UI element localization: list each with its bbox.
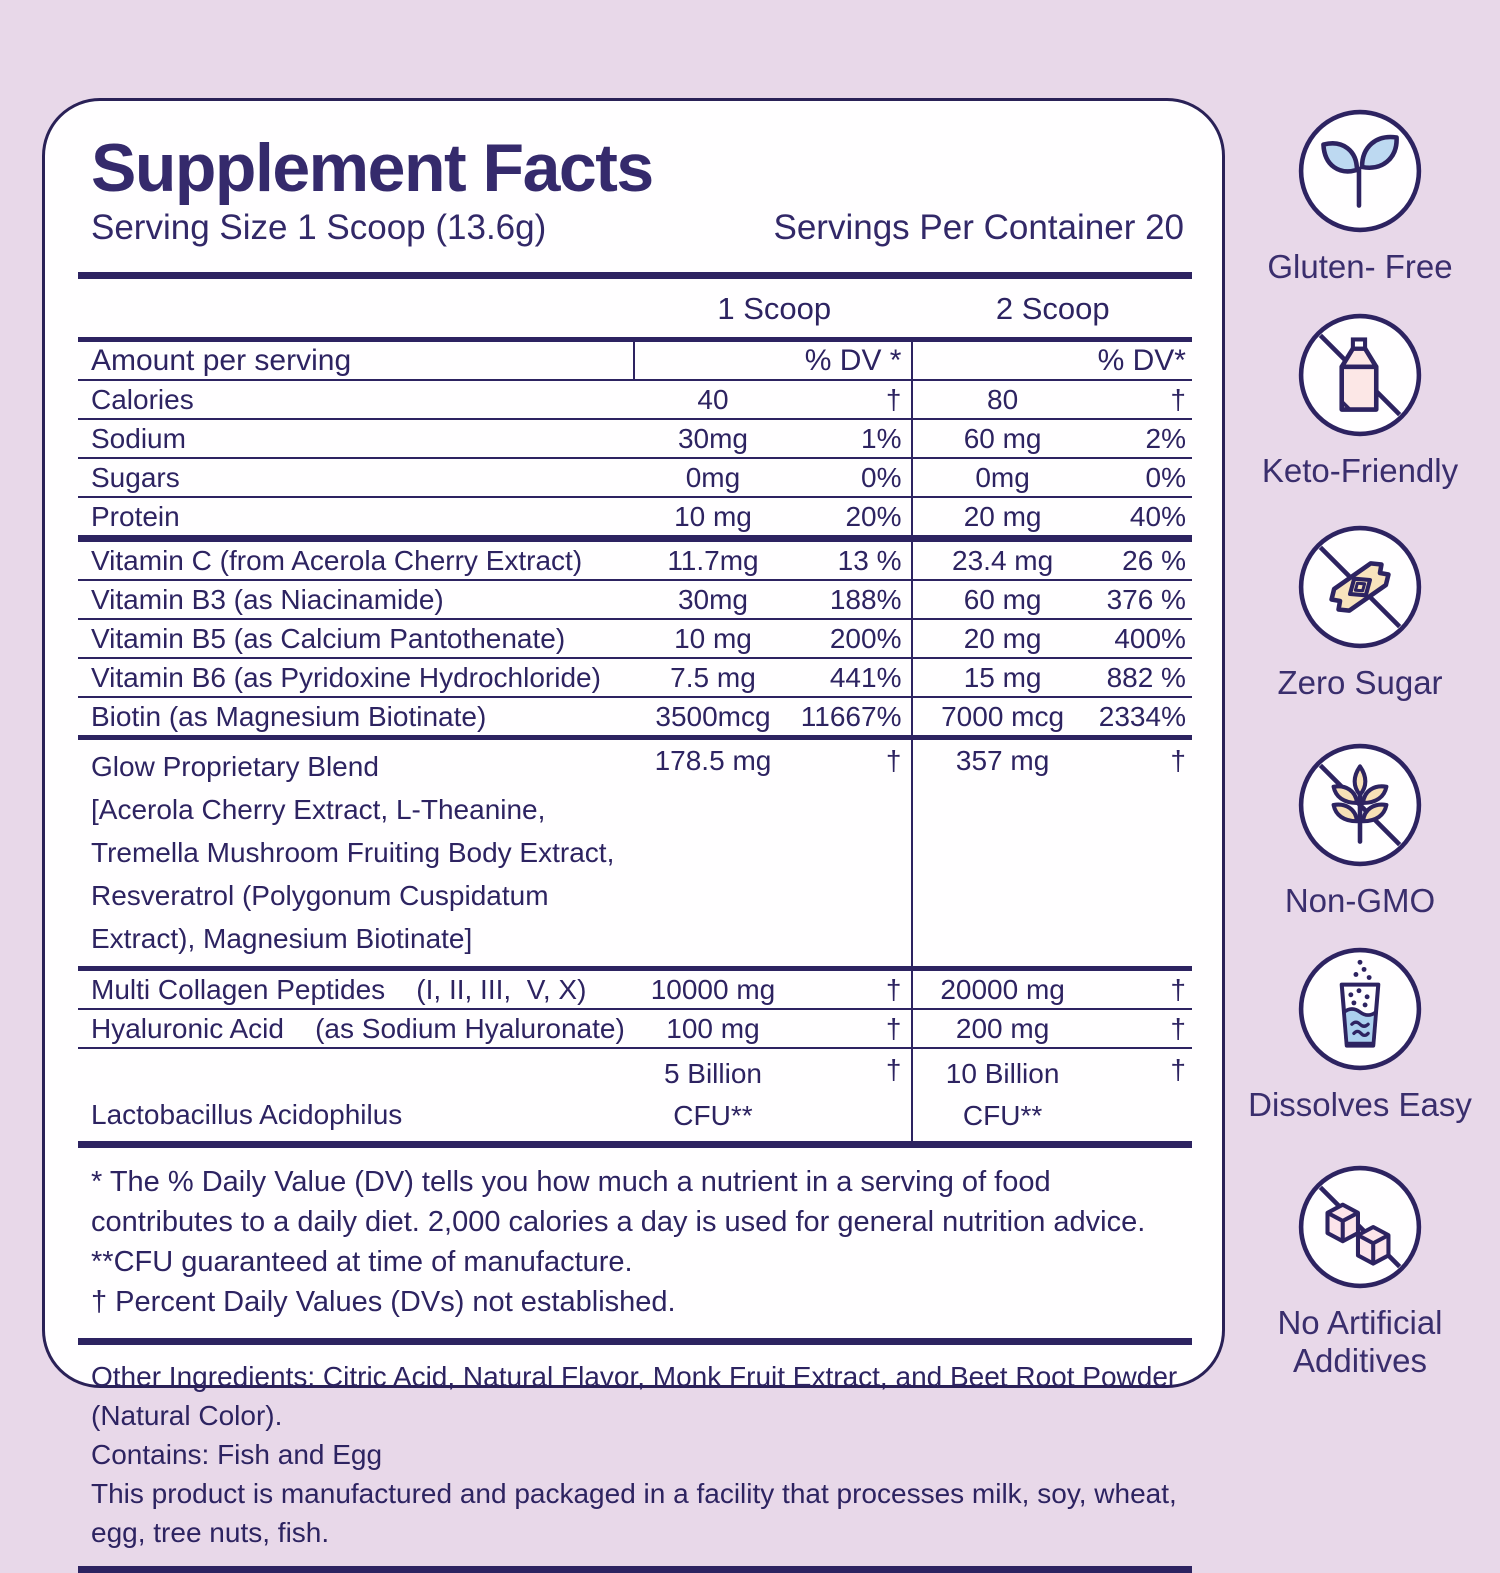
- nutrient-name: Lactobacillus Acidophilus: [91, 1099, 403, 1131]
- badge-gluten-free: [1238, 106, 1482, 286]
- badge-non-gmo: [1238, 740, 1482, 920]
- compound-rows-group: [78, 971, 1192, 1148]
- dv-2scoop: †: [1170, 745, 1186, 777]
- table-row: [78, 971, 1192, 1010]
- amount-2scoop: 20000 mg: [940, 973, 1065, 1005]
- blend-ingredient-line: [Acerola Cherry Extract, L-Theanine,: [91, 794, 546, 826]
- amount-2scoop: [913, 1049, 1091, 1141]
- amount-2scoop: 20 mg: [963, 622, 1042, 654]
- dv-1scoop: 200%: [791, 620, 914, 657]
- amount-line: 10 Billion: [945, 1058, 1060, 1090]
- badge-no-artificial-additives: [1238, 1162, 1482, 1380]
- blend-ingredient-line: Resveratrol (Polygonum Cuspidatum: [91, 880, 549, 912]
- amount-1scoop: 30mg: [677, 583, 748, 615]
- macro-rows-group: [78, 381, 1192, 542]
- serving-size: Serving Size 1 Scoop (13.6g): [91, 208, 547, 248]
- dv-1scoop: 11667%: [791, 698, 914, 735]
- amount-2scoop: 23.4 mg: [952, 544, 1054, 576]
- table-row: [78, 420, 1192, 459]
- amount-1scoop: 10 mg: [674, 500, 752, 532]
- amount-2scoop: 20 mg: [963, 500, 1042, 532]
- amount-2scoop: 80: [987, 383, 1019, 415]
- proprietary-blend-row: [78, 740, 1192, 971]
- blend-name: Glow Proprietary Blend: [91, 751, 379, 783]
- badge-label: No Artificial Additives: [1277, 1304, 1443, 1379]
- nutrient-name: Vitamin B6 (as Pyridoxine Hydrochloride): [91, 661, 601, 693]
- col-header-2scoop: 2 Scoop: [995, 291, 1110, 327]
- nutrient-name: Multi Collagen Peptides (I, II, III, V, X): [91, 973, 587, 1005]
- nutrient-name: Vitamin C (from Acerola Cherry Extract): [91, 544, 583, 576]
- dv-1scoop: 441%: [791, 659, 914, 696]
- dv-2scoop: 26 %: [1122, 544, 1186, 576]
- table-row: [78, 620, 1192, 659]
- dv-1scoop: 13 %: [791, 542, 914, 579]
- amount-per-serving-label: Amount per serving: [78, 342, 635, 379]
- dv-2scoop: 400%: [1114, 622, 1186, 654]
- amount-line: CFU**: [962, 1100, 1043, 1132]
- amount-2scoop: 60 mg: [963, 583, 1042, 615]
- dv-2scoop: †: [1170, 1012, 1186, 1044]
- nutrient-name: Protein: [91, 500, 180, 532]
- amount-line: CFU**: [673, 1100, 753, 1132]
- facility-warning-line: This product is manufactured and packaged in a facility that processes milk, soy, wheat, egg, tree nuts, fish.: [91, 1478, 1177, 1549]
- allergen-contains-line: Contains: Fish and Egg: [91, 1439, 383, 1471]
- probiotic-row: [78, 1049, 1192, 1141]
- amount-1scoop: 30mg: [677, 422, 748, 454]
- badge-label: Keto-Friendly: [1261, 452, 1459, 489]
- dv-1scoop: 1%: [791, 420, 914, 457]
- amount-2scoop: 200 mg: [955, 1012, 1050, 1044]
- dv-2scoop: 0%: [1145, 461, 1186, 493]
- blend-ingredient-line: Tremella Mushroom Fruiting Body Extract,: [91, 837, 615, 869]
- dv-header-2scoop: % DV*: [1097, 343, 1186, 377]
- dv-2scoop: 376 %: [1106, 583, 1186, 615]
- dv-2scoop: †: [1170, 1054, 1186, 1086]
- dv-footnote: * The % Daily Value (DV) tells you how much a nutrient in a serving of food contributes to a daily diet. 2,000 calories a day is used for general nutrition advice.: [91, 1166, 1146, 1239]
- dv-2scoop: 2%: [1145, 422, 1186, 454]
- table-row: [78, 659, 1192, 698]
- spacer: [913, 342, 1091, 379]
- nutrient-name: Vitamin B5 (as Calcium Pantothenate): [91, 622, 566, 654]
- amount-2scoop: 0mg: [975, 461, 1030, 493]
- nutrient-name: Sodium: [91, 422, 186, 454]
- nutrient-name: Calories: [91, 383, 194, 415]
- dv-2scoop: †: [1170, 383, 1186, 415]
- amount-1scoop: [635, 1049, 791, 1141]
- amount-1scoop: 10000 mg: [650, 973, 776, 1005]
- vitamin-rows-group: [78, 542, 1192, 740]
- cfu-footnote: **CFU guaranteed at time of manufacture.: [91, 1246, 633, 1279]
- dagger-footnote: † Percent Daily Values (DVs) not established.: [91, 1286, 676, 1319]
- amount-2scoop: 357 mg: [955, 745, 1050, 777]
- amount-1scoop: 0mg: [685, 461, 741, 493]
- amount-1scoop: 11.7mg: [667, 544, 759, 576]
- badge-label: Non-GMO: [1284, 882, 1436, 919]
- dv-1scoop: †: [791, 1010, 914, 1047]
- amount-1scoop: 178.5 mg: [654, 745, 772, 777]
- badge-label: Zero Sugar: [1277, 664, 1443, 701]
- amount-1scoop: 100 mg: [666, 1012, 760, 1044]
- nutrient-name: Sugars: [91, 461, 180, 493]
- no-wheat-icon: [1295, 740, 1425, 870]
- table-row: [78, 1010, 1192, 1049]
- amount-1scoop: 40: [697, 383, 729, 415]
- no-milk-carton-icon: [1295, 310, 1425, 440]
- table-row: [78, 498, 1192, 535]
- dv-2scoop: †: [1170, 973, 1186, 1005]
- sprout-icon: [1295, 106, 1425, 236]
- dv-1scoop: 0%: [791, 459, 914, 496]
- amount-1scoop: 3500mcg: [655, 700, 771, 732]
- nutrient-name: Hyaluronic Acid (as Sodium Hyaluronate): [91, 1012, 625, 1044]
- supplement-facts-panel: [42, 98, 1225, 1549]
- page-title: Supplement Facts: [91, 130, 653, 206]
- nutrient-name: Vitamin B3 (as Niacinamide): [91, 583, 444, 615]
- badge-zero-sugar: [1238, 522, 1482, 702]
- dv-2scoop: 2334%: [1098, 700, 1186, 732]
- dv-header-1scoop: % DV *: [791, 342, 914, 379]
- nutrient-name: Biotin (as Magnesium Biotinate): [91, 700, 487, 732]
- badge-keto-friendly: [1238, 310, 1482, 490]
- amount-1scoop: 7.5 mg: [670, 661, 756, 693]
- dv-1scoop: †: [791, 381, 914, 418]
- dv-1scoop: †: [791, 971, 914, 1008]
- table-row: [78, 581, 1192, 620]
- no-sugar-cubes-icon: [1295, 1162, 1425, 1292]
- no-candy-icon: [1295, 522, 1425, 652]
- badge-dissolves-easy: [1238, 944, 1482, 1124]
- badge-label: Dissolves Easy: [1248, 1086, 1472, 1123]
- spacer: [635, 342, 791, 379]
- serving-info: [91, 208, 1184, 248]
- badge-label: Gluten- Free: [1267, 248, 1453, 285]
- amount-2scoop: 7000 mcg: [941, 700, 1065, 732]
- dv-2scoop: 882 %: [1106, 661, 1186, 693]
- footnotes: [78, 1148, 1192, 1345]
- col-header-1scoop: 1 Scoop: [717, 291, 832, 327]
- fizzy-glass-icon: [1295, 944, 1425, 1074]
- table-row: [78, 459, 1192, 498]
- spacer: [78, 291, 635, 327]
- dv-1scoop: †: [791, 1049, 914, 1141]
- table-row: [78, 542, 1192, 581]
- other-ingredients-line: Other Ingredients: Citric Acid, Natural Flavor, Monk Fruit Extract, and Beet Root Powder (Natural Color).: [91, 1361, 1178, 1432]
- amount-2scoop: 60 mg: [963, 422, 1042, 454]
- divider-thick: [78, 272, 1192, 279]
- table-row: [78, 698, 1192, 735]
- amount-line: 5 Billion: [663, 1058, 762, 1090]
- blend-ingredients: [78, 740, 635, 966]
- table-row: [78, 381, 1192, 420]
- other-ingredients: [78, 1345, 1192, 1573]
- servings-per-container: Servings Per Container 20: [773, 208, 1184, 248]
- blend-ingredient-line: Extract), Magnesium Biotinate]: [91, 923, 473, 955]
- dv-1scoop: †: [791, 740, 914, 966]
- dv-2scoop: 40%: [1129, 500, 1186, 532]
- dv-1scoop: 188%: [791, 581, 914, 618]
- dv-1scoop: 20%: [791, 498, 914, 535]
- amount-1scoop: 10 mg: [674, 622, 752, 654]
- table-header-row: [78, 342, 1192, 381]
- scoop-column-headers: [78, 279, 1192, 337]
- amount-2scoop: 15 mg: [963, 661, 1042, 693]
